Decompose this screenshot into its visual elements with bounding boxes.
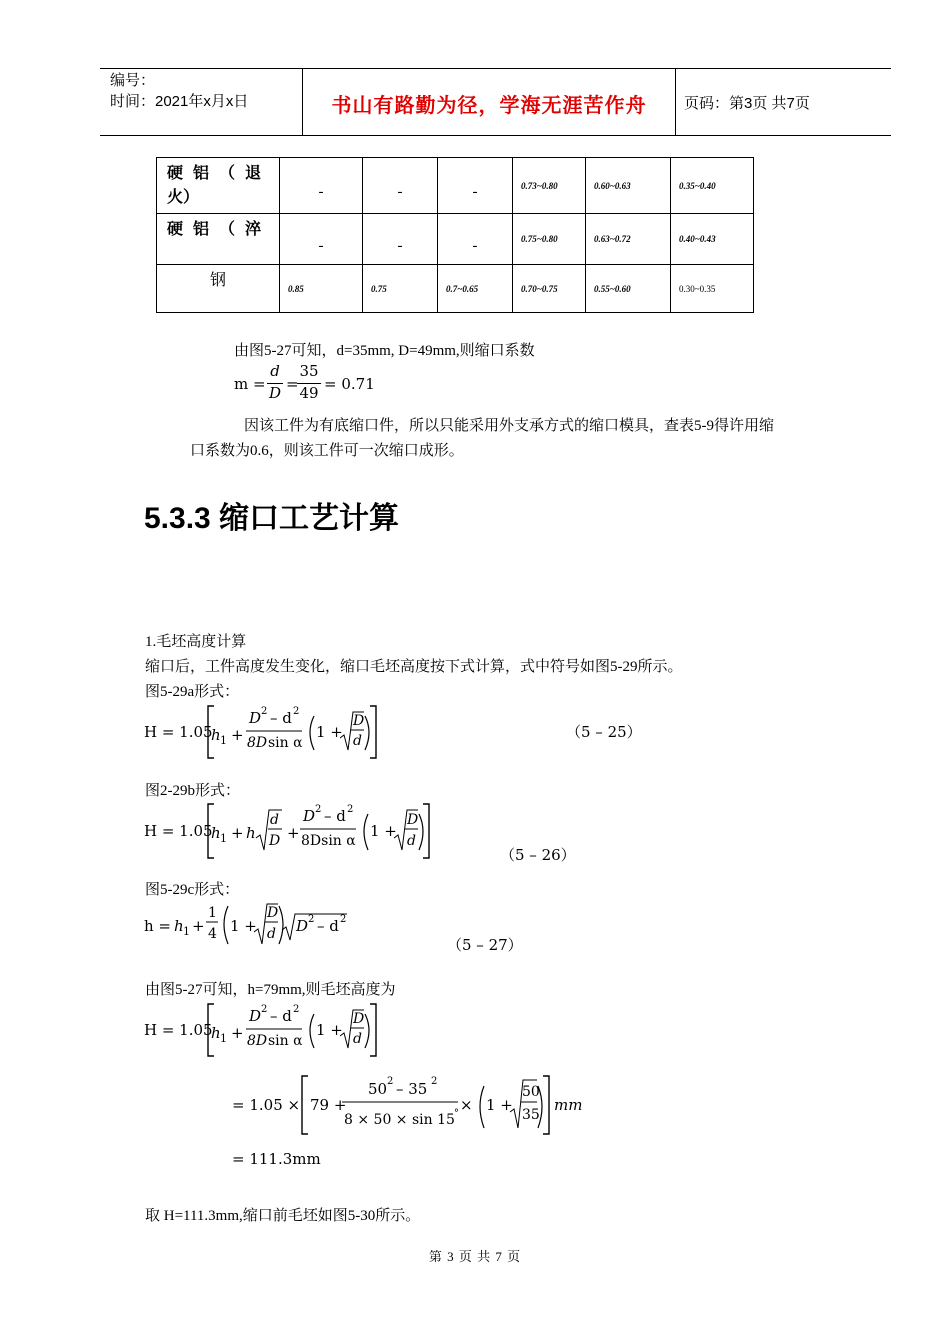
table-cell: 0.63~0.72 [586,214,671,265]
svg-text:+: + [192,917,205,935]
description: 缩口后，工件高度发生变化，缩口毛坯高度按下式计算，式中符号如图5-29所示。 [145,659,683,675]
svg-text:D: D [353,713,365,729]
svg-text:D: D [267,905,279,921]
header-meta [110,70,248,112]
svg-text:D: D [353,1011,365,1027]
svg-text:D: D [407,812,419,828]
equation-h-formula [142,998,392,1060]
svg-text:– 35: – 35 [396,1080,428,1098]
svg-text:h: h [211,1024,221,1042]
equation-number: （5 – 26） [500,846,576,864]
calc-intro: 由图5-27可知，h=79mm,则毛坯高度为 [145,982,396,998]
table-cell: 0.55~0.60 [586,265,671,313]
eq-num: 35 [299,362,319,380]
table-cell: 0.73~0.80 [513,158,586,214]
eq-lhs: m = [234,375,266,393]
svg-text:d: d [267,926,276,942]
svg-text:8D: 8D [247,1033,268,1049]
svg-text:35: 35 [522,1107,540,1123]
form-a-label: 图5-29a形式： [145,684,240,700]
svg-text:2: 2 [261,706,268,717]
eq-den: 49 [299,384,319,402]
svg-text:1 +: 1 + [486,1096,513,1114]
svg-text:+: + [287,824,300,842]
svg-text:d: d [353,733,362,749]
svg-text:sin α: sin α [268,1033,303,1049]
svg-text:2: 2 [431,1076,438,1087]
svg-text:+: + [231,1024,244,1042]
svg-text:8 × 50 × sin 15: 8 × 50 × sin 15 [344,1112,455,1128]
equation-5-26 [142,798,442,862]
equation-number: （5 – 27） [447,936,523,954]
table-row [157,214,754,265]
eq-result: = 0.71 [324,375,375,393]
svg-text:h: h [211,824,221,842]
material-label: 硬铝（淬 [167,221,272,238]
svg-text:1 +: 1 + [316,723,343,741]
svg-text:d: d [270,812,279,828]
svg-text:h: h [211,726,221,744]
table-cell: - [280,158,363,214]
svg-text:H = 1.05: H = 1.05 [144,723,213,741]
table-cell: 0.75 [363,265,438,313]
svg-text:H = 1.05: H = 1.05 [144,1021,213,1039]
table-cell-material [157,214,280,265]
table-cell: - [438,158,513,214]
table-cell-material: 钢 [157,265,280,313]
header-page-label: 页码：第3页 共7页 [684,95,810,112]
header-top-rule [100,68,891,69]
section-heading: 5.3.3 缩口工艺计算 [144,502,400,535]
coefficient-table [156,157,754,313]
table-cell: 0.85 [280,265,363,313]
equation-5-27 [142,898,362,952]
equation-number: （5 – 25） [566,723,642,741]
svg-text:2: 2 [293,706,300,717]
form-c-label: 图5-29c形式： [145,882,240,898]
table-cell: 0.7~0.65 [438,265,513,313]
table-cell: - [280,214,363,265]
table-cell: 0.70~0.75 [513,265,586,313]
svg-text:1: 1 [208,905,217,921]
equation-m: m = d D = 35 49 = 0.71 [234,362,375,402]
table-cell: 0.75~0.80 [513,214,586,265]
subheading: 1.毛坯高度计算 [145,634,247,650]
svg-text:– d: – d [270,1007,292,1025]
svg-text:×: × [460,1096,473,1114]
eq-num: d [270,362,280,380]
eq-den: D [268,384,282,402]
svg-text:2: 2 [387,1076,394,1087]
form-b-label: 图2-29b形式： [145,783,240,799]
svg-text:°: ° [454,1108,459,1119]
svg-text:– d: – d [270,709,292,727]
paragraph-line: 口系数为0.6，则该工件可一次缩口成形。 [190,443,464,459]
svg-text:1: 1 [220,1032,227,1045]
table-cell: - [363,158,438,214]
svg-text:+: + [231,726,244,744]
table-row [157,158,754,214]
svg-text:h =: h = [144,917,171,935]
table-cell: - [363,214,438,265]
svg-text:1: 1 [183,925,190,938]
svg-text:D: D [249,709,262,727]
svg-text:1: 1 [220,734,227,747]
svg-text:h: h [246,824,256,842]
header-motto: 书山有路勤为径，学海无涯苦作舟 [331,95,647,117]
svg-text:– d: – d [324,807,346,825]
svg-text:1: 1 [220,832,227,845]
svg-text:2: 2 [293,1004,300,1015]
time-label: 时间：2021年x月x日 [110,93,249,110]
svg-text:D: D [269,833,281,849]
svg-text:d: d [407,833,416,849]
svg-text:– d: – d [317,917,339,935]
paragraph-line: 因该工件为有底缩口件，所以只能采用外支承方式的缩口模具，查表5-9得许用缩 [244,418,774,434]
svg-text:8Dsin α: 8Dsin α [301,833,356,849]
svg-text:+: + [231,824,244,842]
svg-text:1 +: 1 + [370,822,397,840]
svg-text:D: D [296,917,309,935]
svg-text:sin α: sin α [268,735,303,751]
svg-text:1 +: 1 + [230,917,257,935]
svg-text:D: D [249,1007,262,1025]
table-cell: 0.40~0.43 [671,214,754,265]
svg-text:1 +: 1 + [316,1021,343,1039]
svg-text:2: 2 [315,804,322,815]
svg-text:2: 2 [308,914,315,925]
svg-text:d: d [353,1031,362,1047]
svg-text:H = 1.05: H = 1.05 [144,822,213,840]
svg-text:h: h [174,917,184,935]
svg-text:50: 50 [368,1080,388,1098]
header-divider-2 [675,68,676,136]
table-row [157,265,754,313]
svg-text:2: 2 [261,1004,268,1015]
svg-text:= 1.05 ×: = 1.05 × [232,1096,301,1114]
header-bottom-rule [100,135,891,136]
svg-text:2: 2 [340,914,347,925]
svg-text:4: 4 [208,926,217,942]
table-cell-material: 硬铝（退 火） [157,158,280,214]
conclusion: 取 H=111.3mm,缩口前毛坯如图5-30所示。 [145,1208,421,1224]
intro-line: 由图5-27可知，d=35mm, D=49mm,则缩口系数 [234,343,535,359]
result-line: = 111.3mm [232,1150,321,1168]
equation-substitution [230,1070,600,1140]
svg-text:mm: mm [554,1096,583,1114]
page-footer: 第 3 页 共 7 页 [428,1249,522,1264]
table-cell: 0.30~0.35 [671,265,754,313]
svg-text:8D: 8D [247,735,268,751]
equation-5-25 [142,700,392,762]
svg-text:2: 2 [347,804,354,815]
svg-text:50: 50 [522,1084,540,1100]
table-cell: 0.35~0.40 [671,158,754,214]
table-cell: 0.60~0.63 [586,158,671,214]
code-label: 编号： [110,72,156,89]
svg-text:D: D [303,807,316,825]
table-cell: - [438,214,513,265]
svg-text:79 +: 79 + [310,1096,347,1114]
